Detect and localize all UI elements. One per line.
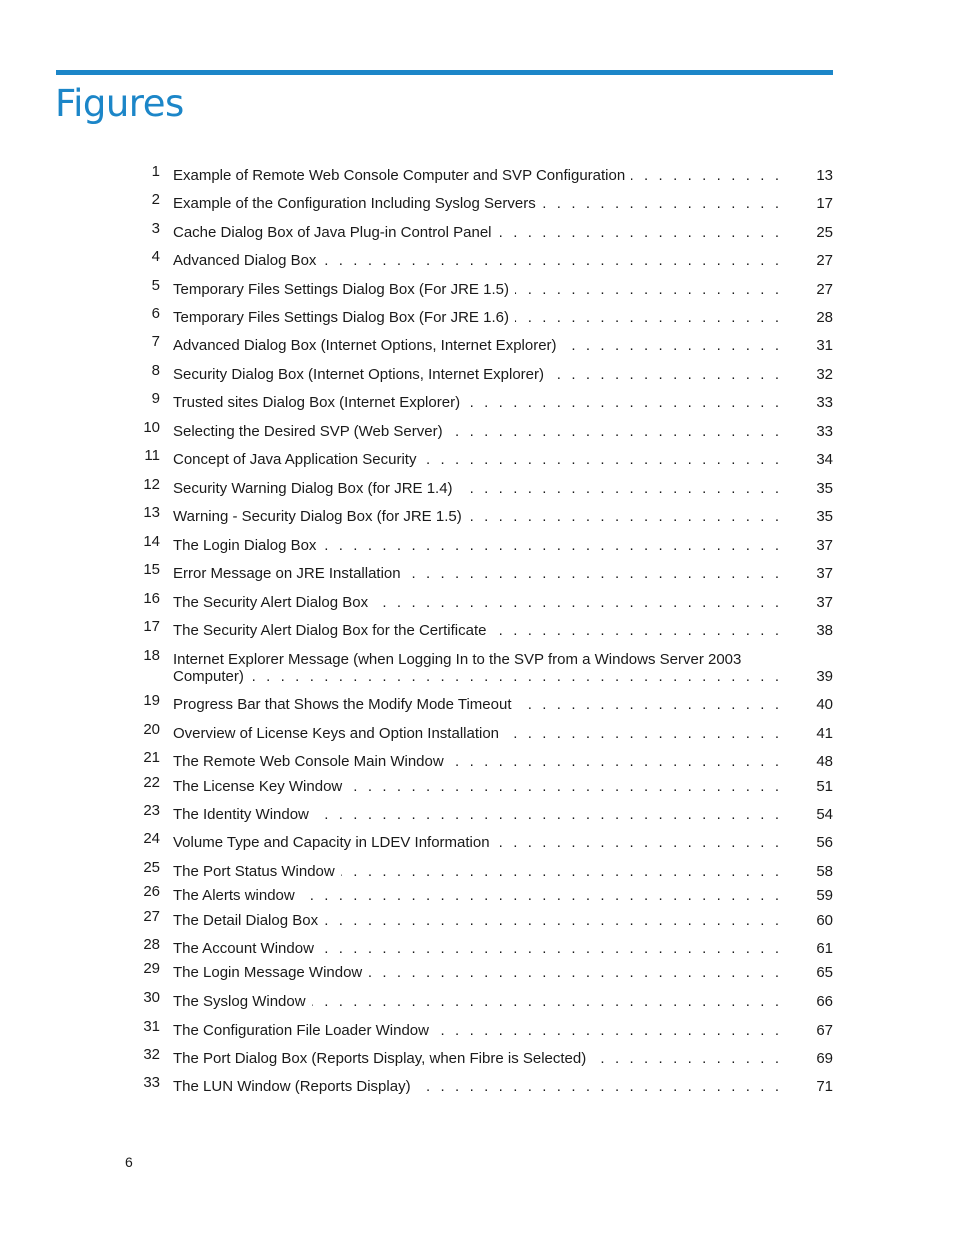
- dot-leader: [312, 993, 779, 1010]
- figure-number: 2: [151, 191, 160, 208]
- figure-page-number: 35: [816, 508, 833, 525]
- figure-number: 25: [143, 859, 160, 876]
- figure-number: 23: [143, 802, 160, 819]
- figure-title: Error Message on JRE Installation: [173, 565, 401, 582]
- figure-title: Volume Type and Capacity in LDEV Information: [173, 834, 490, 851]
- dot-leader: [368, 964, 779, 981]
- figure-title: The Configuration File Loader Window: [173, 1022, 429, 1039]
- dot-leader: [449, 423, 779, 440]
- figure-page-number: 56: [816, 834, 833, 851]
- figure-page-number: 27: [816, 252, 833, 269]
- figure-title: Trusted sites Dialog Box (Internet Explorer): [173, 394, 461, 411]
- figure-title: The LUN Window (Reports Display): [173, 1078, 411, 1095]
- figure-page-number: 17: [816, 195, 833, 212]
- figure-title: Overview of License Keys and Option Installation: [173, 725, 500, 742]
- figure-page-number: 60: [816, 912, 833, 929]
- figure-page-number: 33: [816, 394, 833, 411]
- figure-title: Selecting the Desired SVP (Web Server): [173, 423, 443, 440]
- figure-page-number: 25: [816, 224, 833, 241]
- figure-number: 29: [143, 960, 160, 977]
- figure-title: The Security Alert Dialog Box: [173, 594, 369, 611]
- figure-number: 20: [143, 721, 160, 738]
- figure-page-number: 59: [816, 887, 833, 904]
- figure-number: 9: [151, 390, 160, 407]
- dot-leader: [422, 451, 779, 468]
- dot-leader: [468, 508, 779, 525]
- figure-page-number: 65: [816, 964, 833, 981]
- figure-number: 31: [143, 1018, 160, 1035]
- figure-title: The Alerts window: [173, 887, 295, 904]
- dot-leader: [492, 622, 779, 639]
- dot-leader: [450, 753, 779, 770]
- figure-title: The License Key Window: [173, 778, 343, 795]
- figure-number: 5: [151, 277, 160, 294]
- dot-leader: [515, 309, 779, 326]
- figure-number: 22: [143, 774, 160, 791]
- figure-title: Advanced Dialog Box: [173, 252, 317, 269]
- figure-title: The Login Message Window: [173, 964, 363, 981]
- figure-number: 28: [143, 936, 160, 953]
- figure-page-number: 13: [816, 167, 833, 184]
- dot-leader: [498, 224, 779, 241]
- figure-number: 4: [151, 248, 160, 265]
- dot-leader: [320, 940, 779, 957]
- figure-page-number: 48: [816, 753, 833, 770]
- figure-page-number: 39: [816, 668, 833, 685]
- figure-number: 13: [143, 504, 160, 521]
- figure-number: 21: [143, 749, 160, 766]
- dot-leader: [322, 252, 779, 269]
- figure-title: Security Warning Dialog Box (for JRE 1.4): [173, 480, 453, 497]
- figure-page-number: 54: [816, 806, 833, 823]
- dot-leader: [550, 366, 779, 383]
- figure-title: Example of Remote Web Console Computer and SVP Configuration: [173, 167, 626, 184]
- figure-number: 14: [143, 533, 160, 550]
- figure-title: The Login Dialog Box: [173, 537, 317, 554]
- dot-leader: [407, 565, 779, 582]
- figure-page-number: 58: [816, 863, 833, 880]
- dot-leader: [515, 281, 779, 298]
- dot-leader: [466, 394, 779, 411]
- dot-leader: [341, 863, 779, 880]
- dot-leader: [324, 912, 779, 929]
- page-number: 6: [125, 1154, 133, 1170]
- figure-number: 18: [143, 647, 160, 664]
- figure-page-number: 27: [816, 281, 833, 298]
- dot-leader: [542, 195, 779, 212]
- dot-leader: [315, 806, 779, 823]
- figure-page-number: 32: [816, 366, 833, 383]
- figure-page-number: 69: [816, 1050, 833, 1067]
- figure-page-number: 61: [816, 940, 833, 957]
- figure-number: 16: [143, 590, 160, 607]
- figure-title: Warning - Security Dialog Box (for JRE 1.5): [173, 508, 462, 525]
- figure-number: 26: [143, 883, 160, 900]
- figure-title: Advanced Dialog Box (Internet Options, Internet Explorer): [173, 337, 557, 354]
- figure-number: 10: [143, 419, 160, 436]
- figure-title: Cache Dialog Box of Java Plug-in Control Panel: [173, 224, 492, 241]
- figure-page-number: 28: [816, 309, 833, 326]
- figure-number: 24: [143, 830, 160, 847]
- figure-title: Concept of Java Application Security: [173, 451, 417, 468]
- dot-leader: [301, 887, 779, 904]
- figure-page-number: 71: [816, 1078, 833, 1095]
- title-rule: [56, 70, 833, 75]
- figure-title: The Security Alert Dialog Box for the Certificate: [173, 622, 487, 639]
- dot-leader: [631, 167, 779, 184]
- figure-number: 8: [151, 362, 160, 379]
- figure-page-number: 34: [816, 451, 833, 468]
- figure-title: The Remote Web Console Main Window: [173, 753, 444, 770]
- figure-page-number: 40: [816, 696, 833, 713]
- figure-number: 17: [143, 618, 160, 635]
- dot-leader: [250, 668, 779, 685]
- figure-number: 11: [144, 447, 160, 464]
- figure-number: 1: [151, 163, 160, 180]
- figure-title: Example of the Configuration Including Syslog Servers: [173, 195, 536, 212]
- dot-leader: [374, 594, 779, 611]
- figure-page-number: 38: [816, 622, 833, 639]
- figure-title: The Port Dialog Box (Reports Display, when Fibre is Selected): [173, 1050, 587, 1067]
- figure-title: The Identity Window: [173, 806, 309, 823]
- dot-leader: [417, 1078, 779, 1095]
- page-title: Figures: [55, 82, 184, 125]
- dot-leader: [563, 337, 779, 354]
- figure-number: 19: [143, 692, 160, 709]
- figure-number: 27: [143, 908, 160, 925]
- figure-number: 7: [151, 333, 160, 350]
- figure-page-number: 31: [816, 337, 833, 354]
- figure-title-continued: Computer): [173, 668, 244, 685]
- figure-number: 3: [151, 220, 160, 237]
- figure-page-number: 35: [816, 480, 833, 497]
- figure-page-number: 33: [816, 423, 833, 440]
- figure-page-number: 37: [816, 537, 833, 554]
- figure-number: 33: [143, 1074, 160, 1091]
- figure-number: 15: [143, 561, 160, 578]
- dot-leader: [592, 1050, 779, 1067]
- figure-page-number: 51: [816, 778, 833, 795]
- figure-number: 6: [151, 305, 160, 322]
- figure-page-number: 41: [816, 725, 833, 742]
- figure-title: The Syslog Window: [173, 993, 306, 1010]
- figure-page-number: 37: [816, 565, 833, 582]
- figure-title: The Account Window: [173, 940, 314, 957]
- figure-title: Security Dialog Box (Internet Options, Internet Explorer): [173, 366, 545, 383]
- dot-leader: [505, 725, 779, 742]
- figure-number: 30: [143, 989, 160, 1006]
- figure-number: 12: [143, 476, 160, 493]
- dot-leader: [435, 1022, 779, 1039]
- figure-page-number: 67: [816, 1022, 833, 1039]
- dot-leader: [348, 778, 779, 795]
- figure-title: Progress Bar that Shows the Modify Mode Timeout: [173, 696, 512, 713]
- dot-leader: [322, 537, 779, 554]
- figure-title: Temporary Files Settings Dialog Box (For JRE 1.5): [173, 281, 509, 298]
- figure-page-number: 37: [816, 594, 833, 611]
- figure-title: Internet Explorer Message (when Logging In to the SVP from a Windows Server 2003: [173, 651, 742, 668]
- dot-leader: [496, 834, 779, 851]
- dot-leader: [459, 480, 779, 497]
- figure-title: The Detail Dialog Box: [173, 912, 319, 929]
- figure-title: Temporary Files Settings Dialog Box (For JRE 1.6): [173, 309, 509, 326]
- dot-leader: [518, 696, 780, 713]
- figure-page-number: 66: [816, 993, 833, 1010]
- figure-number: 32: [143, 1046, 160, 1063]
- figure-title: The Port Status Window: [173, 863, 335, 880]
